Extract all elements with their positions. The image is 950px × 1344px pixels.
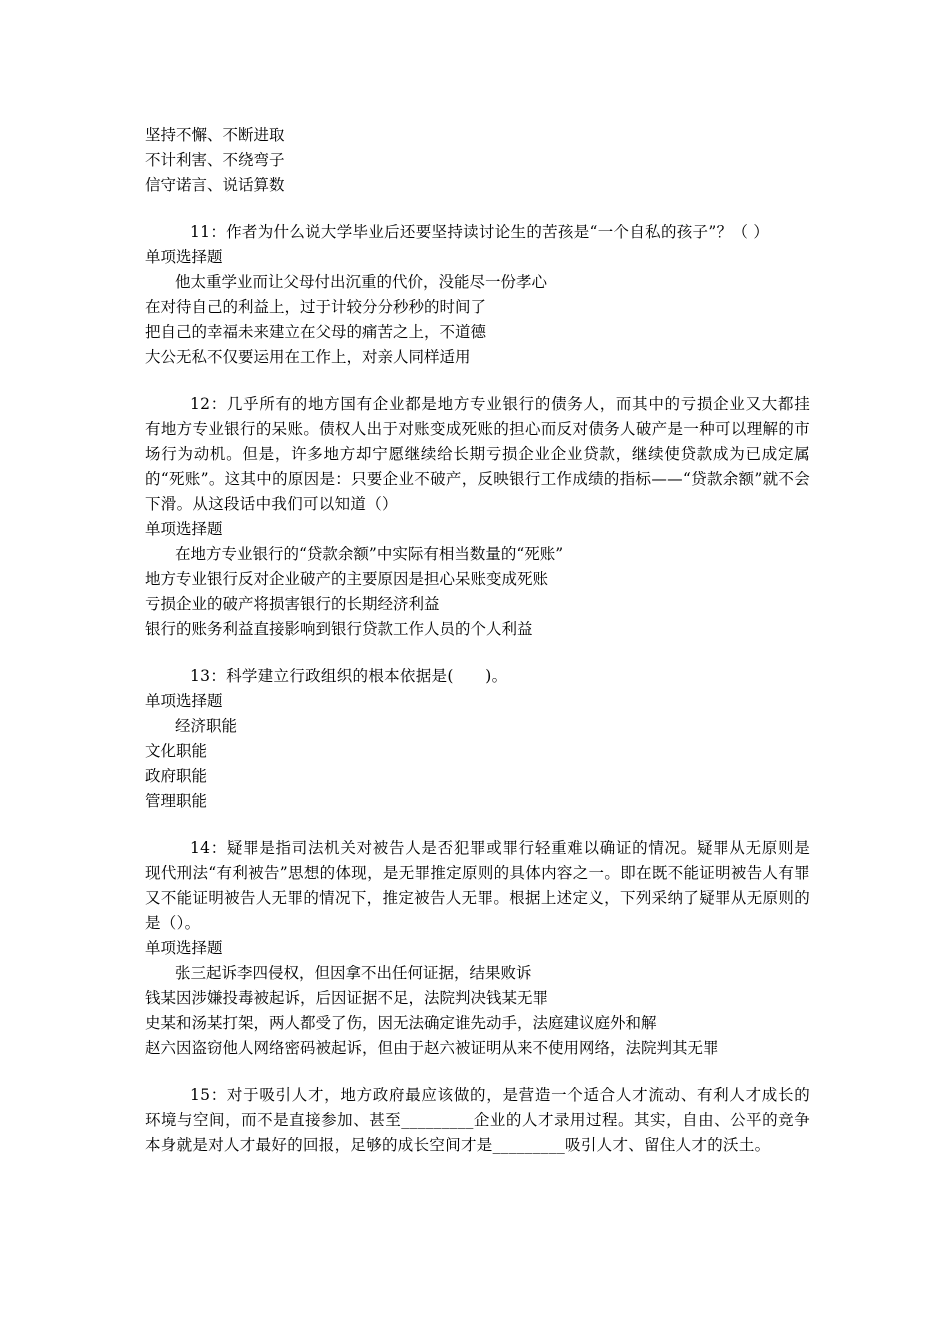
question-type: 单项选择题 xyxy=(145,248,223,266)
question-stem-11: 11：作者为什么说大学毕业后还要坚持读讨论生的苦孩是“一个自私的孩子”？（ ） xyxy=(190,223,770,241)
question-type: 单项选择题 xyxy=(145,939,223,957)
option-line: 亏损企业的破产将损害银行的长期经济利益 xyxy=(145,595,440,613)
option-line: 政府职能 xyxy=(145,767,208,785)
question-stem-13: 13：科学建立行政组织的根本依据是( )。 xyxy=(190,667,508,685)
spacer xyxy=(145,642,810,664)
spacer xyxy=(145,1061,810,1083)
option-line: 在地方专业银行的“贷款余额”中实际有相当数量的“死账” xyxy=(175,545,564,563)
option-line: 他太重学业而让父母付出沉重的代价，没能尽一份孝心 xyxy=(175,273,548,291)
option-line: 把自己的幸福未来建立在父母的痛苦之上，不道德 xyxy=(145,323,487,341)
option-line: 不计利害、不绕弯子 xyxy=(145,151,285,169)
option-line: 坚持不懈、不断进取 xyxy=(145,126,285,144)
question-stem-15: 15：对于吸引人才，地方政府最应该做的，是营造一个适合人才流动、有利人才成长的环境与空间，而不是直接参加、甚至_________企业的人才录用过程。其实，自由、公平的竞争本身就是对人才最好的回报，足够的成长空间才是_________吸引人才、留住人才的沃土。 xyxy=(145,1086,810,1154)
document-page xyxy=(145,123,810,1158)
option-line: 银行的账务利益直接影响到银行贷款工作人员的个人利益 xyxy=(145,620,533,638)
spacer xyxy=(145,814,810,836)
spacer xyxy=(145,370,810,392)
question-stem-14: 14：疑罪是指司法机关对被告人是否犯罪或罪行轻重难以确证的情况。疑罪从无原则是现代刑法“有利被告”思想的体现，是无罪推定原则的具体内容之一。即在既不能证明被告人有罪又不能证明被告人无罪的情况下，推定被告人无罪。根据上述定义，下列采纳了疑罪从无原则的是（）。 xyxy=(145,839,810,932)
option-line: 赵六因盗窃他人网络密码被起诉，但由于赵六被证明从来不使用网络，法院判其无罪 xyxy=(145,1039,719,1057)
question-type: 单项选择题 xyxy=(145,520,223,538)
option-line: 在对待自己的利益上，过于计较分分秒秒的时间了 xyxy=(145,298,487,316)
option-line: 大公无私不仅要运用在工作上，对亲人同样适用 xyxy=(145,348,471,366)
question-stem-12: 12：几乎所有的地方国有企业都是地方专业银行的债务人，而其中的亏损企业又大都挂有地方专业银行的呆账。债权人出于对账变成死账的担心而反对债务人破产是一种可以理解的市场行为动机。但是，许多地方却宁愿继续给长期亏损企业企业贷款，继续使贷款成为已成定属的“死账”。这其中的原因是：只要企业不破产，反映银行工作成绩的指标——“贷款余额”就不会下滑。从这段话中我们可以知道（） xyxy=(145,395,810,513)
spacer xyxy=(145,198,810,220)
option-line: 文化职能 xyxy=(145,742,208,760)
option-line: 经济职能 xyxy=(175,717,238,735)
question-type: 单项选择题 xyxy=(145,692,223,710)
option-line: 张三起诉李四侵权，但因拿不出任何证据，结果败诉 xyxy=(175,964,532,982)
option-line: 信守诺言、说话算数 xyxy=(145,176,285,194)
option-line: 管理职能 xyxy=(145,792,208,810)
option-line: 钱某因涉嫌投毒被起诉，后因证据不足，法院判决钱某无罪 xyxy=(145,989,549,1007)
option-line: 地方专业银行反对企业破产的主要原因是担心呆账变成死账 xyxy=(145,570,549,588)
option-line: 史某和汤某打架，两人都受了伤，因无法确定谁先动手，法庭建议庭外和解 xyxy=(145,1014,657,1032)
